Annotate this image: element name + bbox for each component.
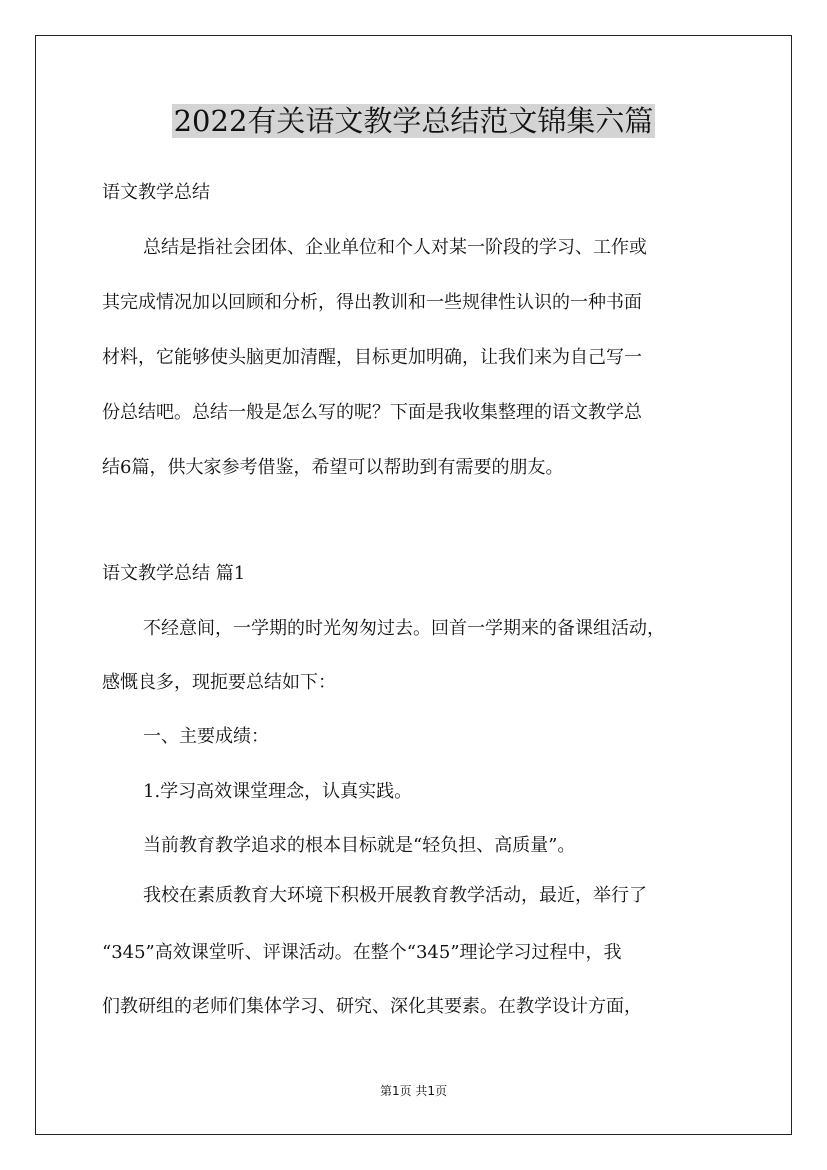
paragraph-line: 其完成情况加以回顾和分析，得出教训和一些规律性认识的一种书面 (102, 292, 642, 313)
section-heading: 语文教学总结 篇1 (102, 563, 246, 584)
paragraph-line: 材料，它能够使头脑更加清醒，目标更加明确，让我们来为自己写一 (102, 347, 642, 368)
paragraph-line: 1.学习高效课堂理念，认真实践。 (143, 781, 413, 802)
paragraph-line: “345”高效课堂听、评课活动。在整个“345”理论学习过程中，我 (102, 942, 622, 963)
document-title (0, 100, 827, 142)
paragraph-line: 份总结吧。总结一般是怎么写的呢？下面是我收集整理的语文教学总 (102, 402, 642, 423)
document-title-text: 2022有关语文教学总结范文锦集六篇 (173, 104, 654, 138)
paragraph-line: 我校在素质教育大环境下积极开展教育教学活动，最近，举行了 (143, 885, 647, 906)
section-heading: 语文教学总结 (102, 182, 210, 203)
page-footer: 第1页 共1页 (379, 1084, 448, 1098)
paragraph-line: 不经意间，一学期的时光匆匆过去。回首一学期来的备课组活动， (143, 618, 665, 639)
paragraph-line: 结6篇，供大家参考借鉴，希望可以帮助到有需要的朋友。 (102, 457, 564, 478)
paragraph-line: 一、主要成绩： (143, 726, 269, 747)
paragraph-line: 总结是指社会团体、企业单位和个人对某一阶段的学习、工作或 (143, 237, 647, 258)
paragraph-line: 感慨良多，现扼要总结如下： (102, 672, 336, 693)
paragraph-line: 们教研组的老师们集体学习、研究、深化其要素。在教学设计方面， (102, 996, 642, 1017)
paragraph-line: 当前教育教学追求的根本目标就是“轻负担、高质量”。 (143, 835, 576, 856)
